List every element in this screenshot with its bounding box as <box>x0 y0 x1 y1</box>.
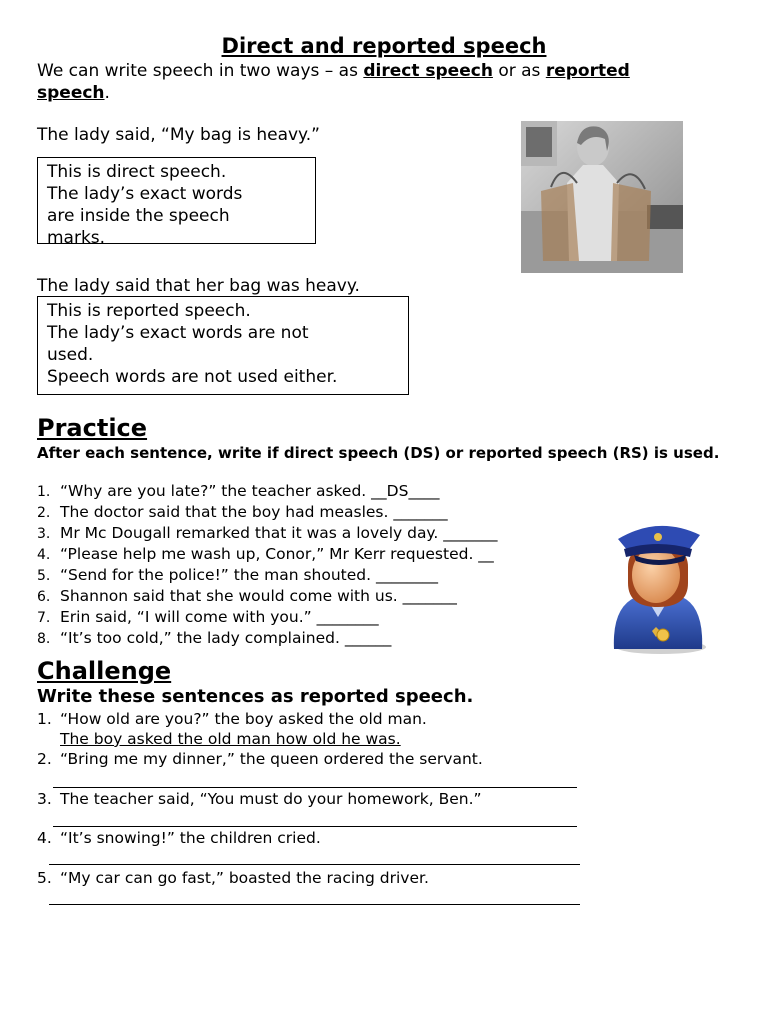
item-text: The doctor said that the boy had measles. _______ <box>60 503 448 521</box>
list-item <box>37 481 498 502</box>
item-text: “Why are you late?” the teacher asked. __DS____ <box>60 482 440 500</box>
item-text: “Send for the police!” the man shouted. ________ <box>60 566 438 584</box>
intro-part1: We can write speech in two ways – as <box>37 61 364 81</box>
item-text: “It’s snowing!” the children cried. <box>60 829 321 847</box>
example-answer: The boy asked the old man how old he was. <box>60 730 401 748</box>
reported-speech-term: reported <box>545 61 630 81</box>
box1-line: marks. <box>47 228 106 244</box>
challenge-item <box>37 709 427 729</box>
item-number: 2. <box>37 750 52 768</box>
item-number: 2. <box>37 505 51 521</box>
challenge-item <box>37 789 482 809</box>
box1-line: The lady’s exact words <box>47 184 243 204</box>
item-number: 5. <box>37 568 51 584</box>
item-text: The teacher said, “You must do your homework, Ben.” <box>60 790 482 808</box>
challenge-item <box>37 868 429 888</box>
challenge-item <box>37 828 321 848</box>
box2-line: This is reported speech. <box>47 301 251 321</box>
answer-line <box>49 864 580 865</box>
intro-part2: or as <box>492 61 546 81</box>
practice-list <box>37 481 498 649</box>
lady-with-bags-photo <box>521 121 683 273</box>
item-number: 3. <box>37 526 51 542</box>
box2-line: Speech words are not used either. <box>47 367 338 387</box>
list-item <box>37 628 498 649</box>
box1-line: are inside the speech <box>47 206 230 226</box>
reported-speech-term-end: speech <box>37 83 105 103</box>
practice-instruction: After each sentence, write if direct speech (DS) or reported speech (RS) is used. <box>37 444 720 462</box>
item-number: 6. <box>37 589 51 605</box>
intro-text <box>37 60 737 104</box>
item-text: Mr Mc Dougall remarked that it was a lovely day. _______ <box>60 524 498 542</box>
item-number: 8. <box>37 631 51 647</box>
direct-speech-explanation-box <box>37 157 316 244</box>
list-item <box>37 607 498 628</box>
box2-line: used. <box>47 345 94 365</box>
list-item <box>37 544 498 565</box>
list-item <box>37 586 498 607</box>
list-item <box>37 565 498 586</box>
answer-line <box>53 826 577 827</box>
box1-line: This is direct speech. <box>47 162 227 182</box>
item-number: 4. <box>37 547 51 563</box>
challenge-instruction: Write these sentences as reported speech. <box>37 686 474 707</box>
practice-heading: Practice <box>37 414 148 442</box>
example-direct-sentence: The lady said, “My bag is heavy.” <box>37 125 320 145</box>
answer-line <box>49 904 580 905</box>
item-text: “It’s too cold,” the lady complained. ______ <box>60 629 392 647</box>
intro-part3: . <box>104 83 110 103</box>
item-number: 4. <box>37 829 52 847</box>
challenge-heading: Challenge <box>37 657 172 685</box>
item-number: 7. <box>37 610 51 626</box>
list-item <box>37 523 498 544</box>
item-text: “My car can go fast,” boasted the racing driver. <box>60 869 429 887</box>
item-text: “Please help me wash up, Conor,” Mr Kerr requested. __ <box>60 545 494 563</box>
page-title: Direct and reported speech <box>221 34 547 58</box>
item-number: 1. <box>37 484 51 500</box>
example-reported-sentence: The lady said that her bag was heavy. <box>37 276 360 296</box>
item-text: “How old are you?” the boy asked the old man. <box>60 710 427 728</box>
direct-speech-term: direct speech <box>363 61 493 81</box>
item-number: 3. <box>37 790 52 808</box>
item-number: 1. <box>37 710 52 728</box>
reported-speech-explanation-box <box>37 296 409 395</box>
box2-line: The lady’s exact words are not <box>47 323 309 343</box>
answer-line <box>53 787 577 788</box>
challenge-item <box>37 749 483 769</box>
item-text: “Bring me my dinner,” the queen ordered the servant. <box>60 750 483 768</box>
list-item <box>37 502 498 523</box>
item-text: Erin said, “I will come with you.” ________ <box>60 608 379 626</box>
item-number: 5. <box>37 869 52 887</box>
item-text: Shannon said that she would come with us. _______ <box>60 587 457 605</box>
police-officer-icon <box>606 517 710 657</box>
